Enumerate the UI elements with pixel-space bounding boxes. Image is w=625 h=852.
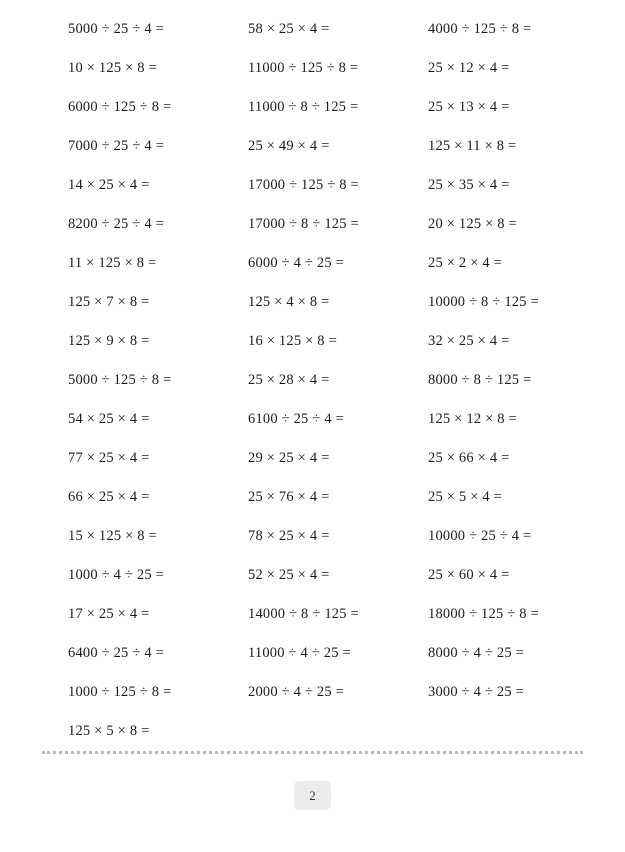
math-problem: 25 × 66 × 4 = [428,450,510,466]
math-problem: 2000 ÷ 4 ÷ 25 = [248,684,344,700]
math-problem: 10000 ÷ 25 ÷ 4 = [428,528,532,544]
math-problem: 32 × 25 × 4 = [428,333,510,349]
math-problem: 14 × 25 × 4 = [68,177,150,193]
math-problem: 25 × 49 × 4 = [248,138,330,154]
math-problem: 17000 ÷ 125 ÷ 8 = [248,177,359,193]
math-problem: 5000 ÷ 125 ÷ 8 = [68,372,172,388]
math-problem: 25 × 35 × 4 = [428,177,510,193]
math-problem: 125 × 11 × 8 = [428,138,517,154]
problems-column-2 [248,10,428,751]
math-problem: 17000 ÷ 8 ÷ 125 = [248,216,359,232]
math-problem: 11000 ÷ 8 ÷ 125 = [248,99,359,115]
math-problem: 125 × 12 × 8 = [428,411,517,427]
math-problem: 7000 ÷ 25 ÷ 4 = [68,138,164,154]
math-problem: 6000 ÷ 125 ÷ 8 = [68,99,172,115]
math-problem: 52 × 25 × 4 = [248,567,330,583]
page-number: 2 [309,787,316,803]
page-number-badge [294,781,331,810]
math-problem: 1000 ÷ 125 ÷ 8 = [68,684,172,700]
math-problem: 29 × 25 × 4 = [248,450,330,466]
math-problem: 25 × 2 × 4 = [428,255,503,271]
math-problem: 125 × 7 × 8 = [68,294,150,310]
math-problem: 25 × 60 × 4 = [428,567,510,583]
math-problem: 14000 ÷ 8 ÷ 125 = [248,606,359,622]
problems-grid [68,10,588,751]
math-problem: 6000 ÷ 4 ÷ 25 = [248,255,344,271]
math-problem: 6400 ÷ 25 ÷ 4 = [68,645,164,661]
math-problem: 25 × 13 × 4 = [428,99,510,115]
math-problem: 77 × 25 × 4 = [68,450,150,466]
math-problem: 17 × 25 × 4 = [68,606,150,622]
math-problem: 125 × 9 × 8 = [68,333,150,349]
problems-column-3 [428,10,588,751]
math-problem: 58 × 25 × 4 = [248,21,330,37]
math-problem: 78 × 25 × 4 = [248,528,330,544]
math-problem: 11 × 125 × 8 = [68,255,157,271]
problems-column-1 [68,10,248,751]
math-problem: 20 × 125 × 8 = [428,216,517,232]
math-problem: 15 × 125 × 8 = [68,528,157,544]
math-problem: 10 × 125 × 8 = [68,60,157,76]
math-problem: 18000 ÷ 125 ÷ 8 = [428,606,539,622]
math-problem: 66 × 25 × 4 = [68,489,150,505]
math-problem: 125 × 5 × 8 = [68,723,150,739]
math-problem: 5000 ÷ 25 ÷ 4 = [68,21,164,37]
math-problem: 6100 ÷ 25 ÷ 4 = [248,411,344,427]
math-problem: 1000 ÷ 4 ÷ 25 = [68,567,164,583]
math-problem: 25 × 5 × 4 = [428,489,503,505]
math-problem: 4000 ÷ 125 ÷ 8 = [428,21,532,37]
math-problem: 11000 ÷ 125 ÷ 8 = [248,60,359,76]
math-problem: 25 × 28 × 4 = [248,372,330,388]
math-problem: 10000 ÷ 8 ÷ 125 = [428,294,539,310]
dotted-divider [42,751,583,754]
math-problem: 8000 ÷ 8 ÷ 125 = [428,372,532,388]
math-problem: 11000 ÷ 4 ÷ 25 = [248,645,351,661]
math-problem: 125 × 4 × 8 = [248,294,330,310]
math-problem: 3000 ÷ 4 ÷ 25 = [428,684,524,700]
math-problem: 8200 ÷ 25 ÷ 4 = [68,216,164,232]
math-problem: 8000 ÷ 4 ÷ 25 = [428,645,524,661]
math-problem: 25 × 76 × 4 = [248,489,330,505]
math-problem: 54 × 25 × 4 = [68,411,150,427]
math-problem: 25 × 12 × 4 = [428,60,510,76]
math-problem: 16 × 125 × 8 = [248,333,337,349]
